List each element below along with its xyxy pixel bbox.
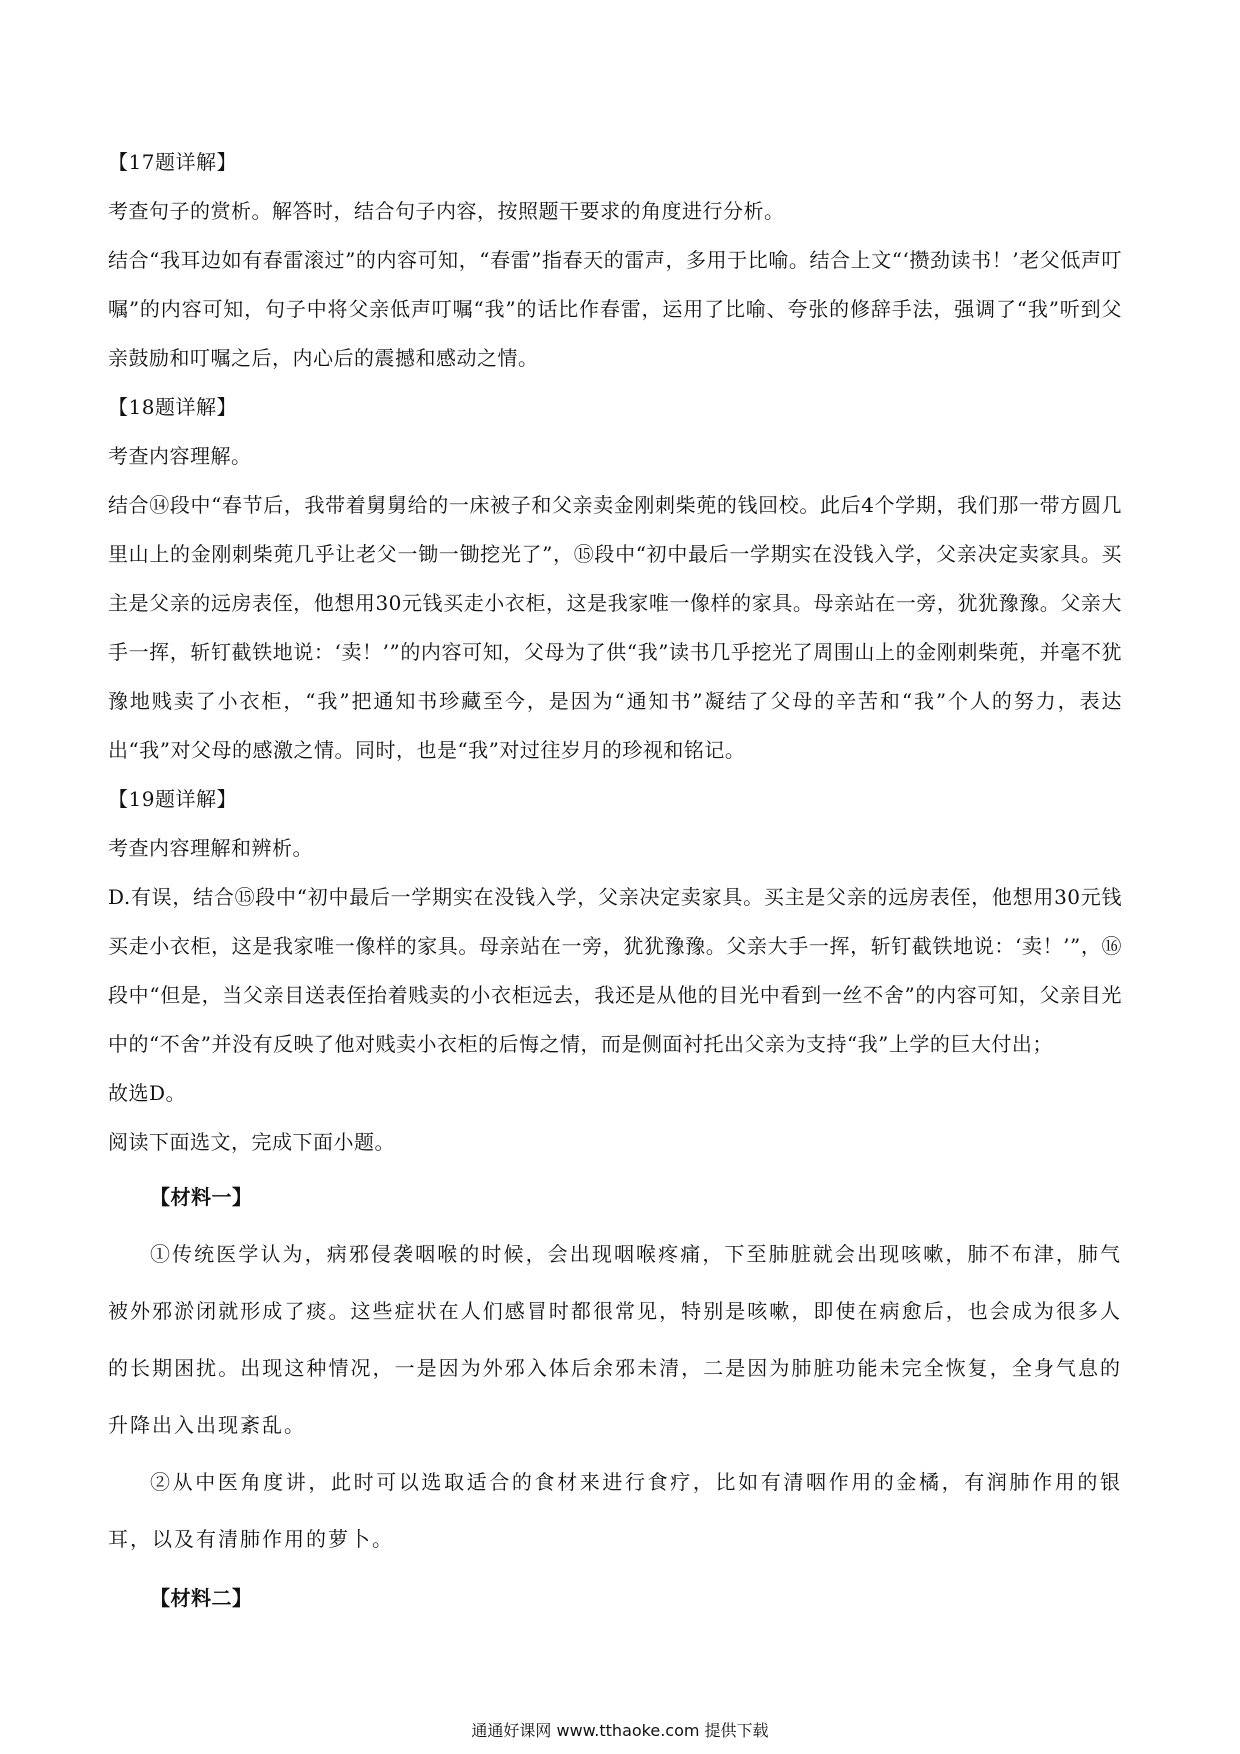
section-19: [108, 775, 1122, 1118]
section-19-paragraph-1: 考查内容理解和辨析。: [108, 836, 313, 860]
page-footer: 通通好课网 www.tthaoke.com 提供下载: [471, 1721, 769, 1740]
section-18-paragraph-2: 结合⑭段中“春节后，我带着舅舅给的一床被子和父亲卖金刚刺柴蔸的钱回校。此后4个学期，我们那一带方圆几里山上的金刚刺柴蔸几乎让老父一锄一锄挖光了”，⑮段中“初中最后一学期实在没钱入学，父亲决定卖家具。买主是父亲的远房表侄，他想用30元钱买走小衣柜，这是我家唯一像样的家具。母亲站在一旁，犹犹豫豫。父亲大手一挥，斩钉截铁地说：‘卖！’”的内容可知，父母为了供“我”读书几乎挖光了周围山上的金刚刺柴蔸，并毫不犹豫地贱卖了小衣柜，“我”把通知书珍藏至今，是因为“通知书”凝结了父母的辛苦和“我”个人的努力，表达出“我”对父母的感激之情。同时，也是“我”对过往岁月的珍视和铭记。: [108, 493, 1122, 762]
section-19-paragraph-2: D.有误，结合⑮段中“初中最后一学期实在没钱入学，父亲决定卖家具。买主是父亲的远房表侄，他想用30元钱买走小衣柜，这是我家唯一像样的家具。母亲站在一旁，犹犹豫豫。父亲大手一挥，斩钉截铁地说：‘卖！’”，⑯段中“但是，当父亲目送表侄抬着贱卖的小衣柜远去，我还是从他的目光中看到一丝不舍”的内容可知，父亲目光中的“不舍”并没有反映了他对贱卖小衣柜的后悔之情，而是侧面衬托出父亲为支持“我”上学的巨大付出；: [108, 885, 1122, 1056]
material-one-paragraph-1: ①传统医学认为，病邪侵袭咽喉的时候，会出现咽喉疼痛，下至肺脏就会出现咳嗽，肺不布津，肺气被外邪淤闭就形成了痰。这些症状在人们感冒时都很常见，特别是咳嗽，即使在病愈后，也会成为很多人的长期困扰。出现这种情况，一是因为外邪入体后余邪未清，二是因为肺脏功能未完全恢复，全身气息的升降出入出现紊乱。: [108, 1242, 1122, 1437]
section-18-paragraph-1: 考查内容理解。: [108, 444, 252, 468]
reading-intro: 阅读下面选文，完成下面小题。: [108, 1130, 395, 1154]
material-two-title: 【材料二】: [150, 1586, 253, 1610]
material-two: [108, 1574, 1122, 1623]
section-18: [108, 383, 1122, 775]
section-19-title: 【19题详解】: [108, 787, 237, 811]
section-17-title: 【17题详解】: [108, 150, 237, 174]
section-17-paragraph-1: 考查句子的赏析。解答时，结合句子内容，按照题干要求的角度进行分析。: [108, 199, 785, 223]
material-one: [108, 1173, 1122, 1568]
section-18-title: 【18题详解】: [108, 395, 237, 419]
document-content: [108, 138, 1122, 1627]
material-one-paragraph-2: ②从中医角度讲，此时可以选取适合的食材来进行食疗，比如有清咽作用的金橘，有润肺作用的银耳，以及有清肺作用的萝卜。: [108, 1470, 1122, 1551]
section-17: [108, 138, 1122, 383]
material-one-title: 【材料一】: [150, 1185, 253, 1209]
section-17-paragraph-2: 结合“我耳边如有春雷滚过”的内容可知，“春雷”指春天的雷声，多用于比喻。结合上文“‘攒劲读书！’老父低声叮嘱”的内容可知，句子中将父亲低声叮嘱“我”的话比作春雷，运用了比喻、夸张的修辞手法，强调了“我”听到父亲鼓励和叮嘱之后，内心后的震撼和感动之情。: [108, 248, 1122, 370]
section-19-paragraph-3: 故选D。: [108, 1081, 187, 1105]
